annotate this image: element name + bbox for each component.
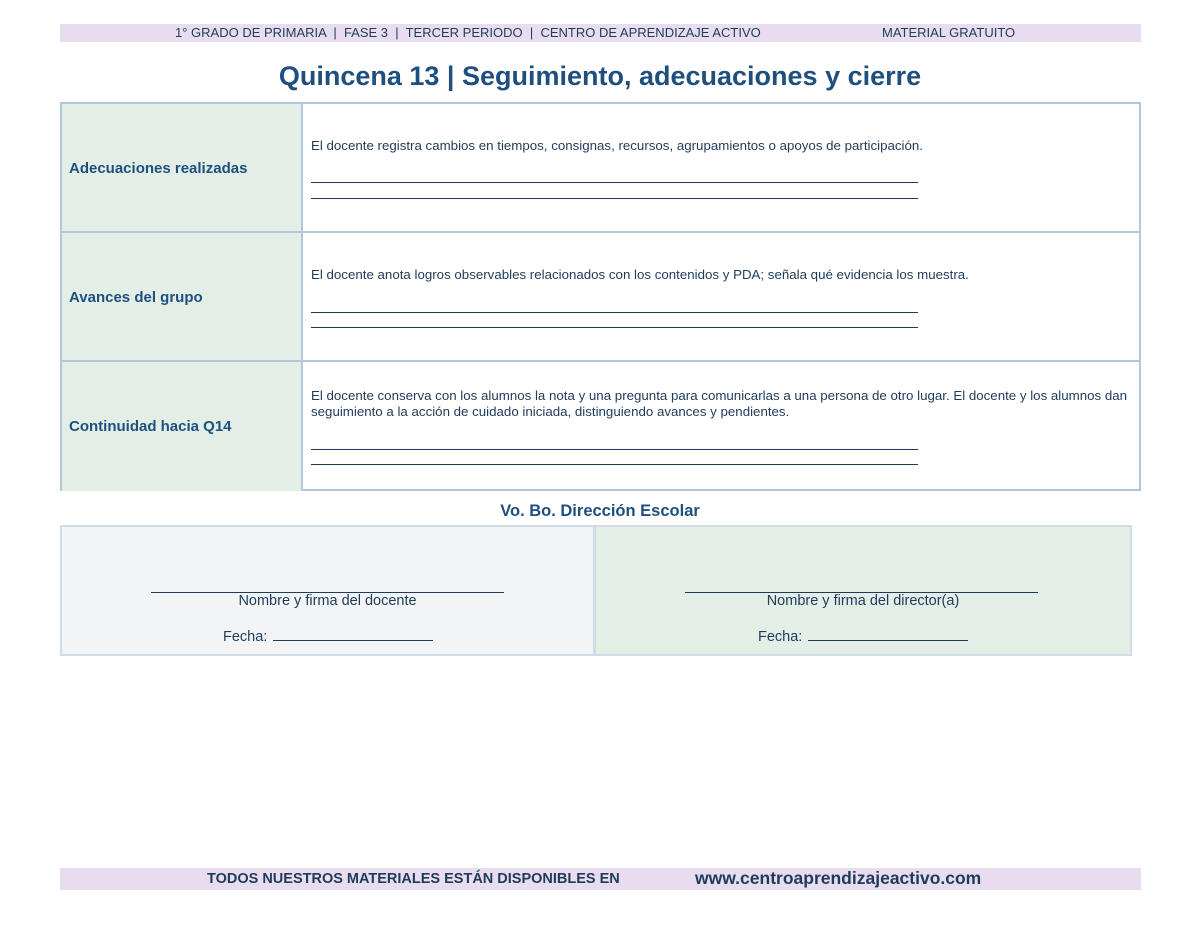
table-row-adecuaciones — [62, 104, 1139, 233]
teacher-signature-box — [60, 525, 595, 656]
director-signature-box — [594, 525, 1132, 656]
header-free-material: MATERIAL GRATUITO — [882, 25, 1016, 40]
footer-url-link[interactable]: www.centroaprendizajeactivo.com — [695, 868, 982, 888]
header-band — [60, 24, 1141, 42]
page-title: Quincena 13 | Seguimiento, adecuaciones y cierre — [278, 61, 922, 91]
row-label: Adecuaciones realizadas — [69, 160, 248, 177]
writing-line — [311, 198, 918, 199]
writing-line — [311, 312, 918, 313]
date-label: Fecha: — [758, 629, 803, 645]
row-description: El docente registra cambios en tiempos, consignas, recursos, agrupamientos o apoyos de participación. — [311, 138, 923, 153]
writing-line — [311, 182, 918, 183]
teacher-signature-label: Nombre y firma del docente — [238, 593, 417, 609]
row-content-cell — [305, 362, 1139, 491]
director-signature-label: Nombre y firma del director(a) — [766, 593, 960, 609]
table-row-avances — [62, 233, 1139, 362]
date-label: Fecha: — [223, 629, 268, 645]
writing-line — [311, 464, 918, 465]
row-label-cell — [62, 104, 303, 231]
row-label-cell — [62, 233, 303, 360]
table-row-continuidad — [62, 362, 1139, 491]
director-date-field — [758, 626, 968, 645]
footer-text: TODOS NUESTROS MATERIALES ESTÁN DISPONIBLES EN — [207, 871, 620, 887]
teacher-date-field — [223, 626, 433, 645]
header-info-text: 1° GRADO DE PRIMARIA | FASE 3 | TERCER PERIODO | CENTRO DE APRENDIZAJE ACTIVO — [175, 25, 761, 40]
footer-band — [60, 868, 1141, 890]
row-label: Avances del grupo — [69, 289, 203, 306]
row-description: El docente conserva con los alumnos la nota y una pregunta para comunicarlas a una persona de otro lugar. El docente y los alumnos dan seguimiento a la acción de cuidado iniciada, distinguiendo avances y pendientes. — [311, 388, 1128, 419]
tracking-table — [60, 102, 1141, 491]
row-content-cell — [305, 233, 1139, 360]
row-content-cell — [305, 104, 1139, 231]
date-line — [273, 626, 433, 641]
row-label-cell — [62, 362, 303, 491]
writing-line — [311, 327, 918, 328]
vobo-title: Vo. Bo. Dirección Escolar — [500, 502, 700, 520]
date-line — [808, 626, 968, 641]
writing-line — [311, 449, 918, 450]
row-description: El docente anota logros observables relacionados con los contenidos y PDA; señala qué evidencia los muestra. — [311, 267, 969, 282]
row-label: Continuidad hacia Q14 — [69, 418, 232, 435]
